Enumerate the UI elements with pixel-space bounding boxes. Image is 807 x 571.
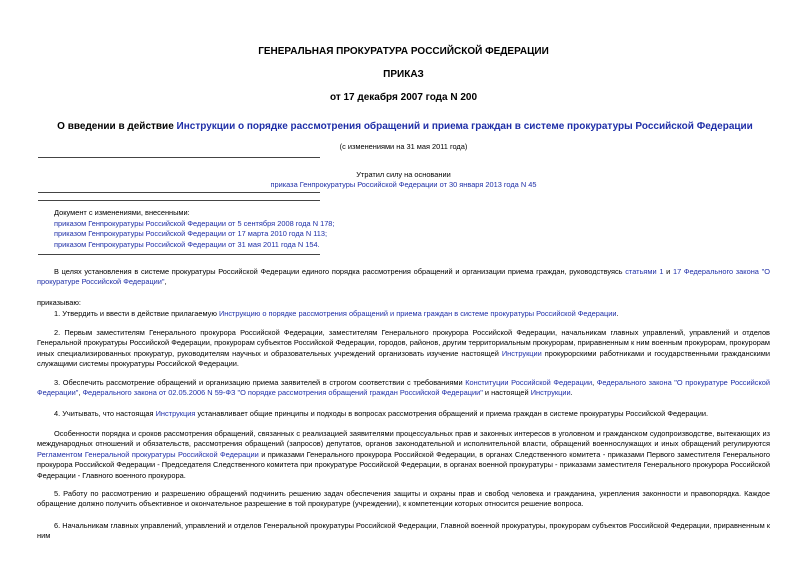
intro-text: , [164, 277, 167, 287]
org-heading: ГЕНЕРАЛЬНАЯ ПРОКУРАТУРА РОССИЙСКОЙ ФЕДЕРАЦИИ [258, 46, 549, 57]
paragraph-text: , [592, 378, 597, 387]
intro-paragraph [37, 267, 770, 288]
instruction-link[interactable]: Инструкцию о порядке рассмотрения обращений и приема граждан в системе прокуратуры Российской Федерации [218, 309, 617, 318]
paragraph-3 [37, 378, 770, 399]
doc-type-heading: ПРИКАЗ [383, 69, 424, 80]
intro-text: и [663, 267, 673, 276]
paragraph-text: и приказами Генерального прокурора Российской Федерации, в органах Следственного комитета - приказами Первого заместителя Генерального прокурора Российской Федерации - Председателя Следственного комитета при прокуратуре Российской Федерации, в органах военной прокуратуры - приказами заместителя Генерального прокурора Российской Федерации - Главного военного прокурора. [37, 449, 770, 480]
amendment-link[interactable]: приказом Генпрокуратуры Российской Федерации от 31 мая 2011 года N 154. [54, 239, 320, 249]
paragraph-text: Особенности порядка и сроков рассмотрения обращений, связанных с реализацией заявителями процессуальных прав и законных интересов в уголовном и гражданском судопроизводстве, вытекающих из международных отношений и обязательств, рассмотрения обращений (запросов) депутатов, органов законодательной и исполнительной власти, обращений военнослужащих и иных обращений регулируются [37, 429, 770, 449]
divider [38, 192, 320, 193]
lost-force-link[interactable]: приказа Генпрокуратуры Российской Федерации от 30 января 2013 года N 45 [270, 180, 537, 189]
divider [38, 200, 320, 201]
paragraph-text: . [616, 309, 619, 318]
amendment-link[interactable]: приказом Генпрокуратуры Российской Федерации от 5 сентября 2008 года N 178; [54, 218, 335, 228]
article-1-link[interactable]: статьями 1 [625, 267, 664, 276]
prosecution-law-link[interactable]: Федерального закона "О прокуратуре Российской Федерации" [37, 378, 771, 398]
paragraph-7: 6. Начальникам главных управлений, управлений и отделов Генеральной прокуратуры Российской Федерации, Главной военной прокуратуры, прокурорам субъектов Российской Федерации, приравненным к ним [37, 521, 770, 541]
paragraph-text: и настоящей [482, 388, 531, 398]
paragraph-text: , [78, 388, 83, 398]
document-title [30, 121, 780, 132]
amendment-link[interactable]: приказом Генпрокуратуры Российской Федерации от 17 марта 2010 года N 113; [54, 229, 328, 239]
paragraph-text: 2. Первым заместителям Генерального прокурора Российской Федерации, заместителям Генерального прокурора Российской Федерации, начальникам главных управлений, управлений и отделов Генеральной прокуратуры Российской Федерации, прокурорам субъектов Российской Федерации, городов, районов, другим территориальным прокурорам, приравненным к ним военным прокурорам, прокурорам иных специализированных прокуратур, руководителям научных и образовательных учреждений организовать изучение настоящей [37, 328, 770, 358]
regulation-link[interactable]: Регламентом Генеральной прокуратуры Российской Федерации [37, 449, 259, 459]
amendments-label: Документ с изменениями, внесенными: [54, 208, 190, 217]
instruction-link[interactable]: Инструкция [155, 409, 196, 418]
paragraph-4 [37, 409, 770, 419]
paragraph-text: . [570, 388, 573, 398]
order-word: приказываю: [37, 298, 81, 307]
divider [38, 254, 320, 255]
paragraph-text: устанавливает общие принципы и подходы в вопросах рассмотрения обращений и приема граждан в системе прокуратуры Российской Федерации. [195, 409, 709, 418]
instruction-link[interactable]: Инструкции [530, 388, 571, 398]
instruction-link[interactable]: Инструкции [501, 348, 542, 358]
federal-law-link[interactable]: 17 Федерального закона "О прокуратуре Российской Федерации" [37, 267, 770, 287]
paragraph-text: 4. Учитывать, что настоящая [54, 409, 156, 418]
paragraph-5 [37, 429, 770, 481]
changes-note: (с изменениями на 31 мая 2011 года) [339, 142, 468, 151]
intro-text: В целях установления в системе прокуратуры Российской Федерации единого порядка рассмотрения обращений и организации приема граждан, руководствуясь [54, 267, 626, 276]
paragraph-text: прокурорскими работниками и государственными гражданскими служащими системы прокуратуры Российской Федерации. [37, 348, 770, 369]
constitution-link[interactable]: Конституции Российской Федерации [465, 378, 593, 387]
paragraph-1 [37, 309, 770, 319]
paragraph-2 [37, 328, 770, 370]
lost-force-link-row [0, 180, 807, 190]
title-prefix: О введении в действие [57, 121, 177, 132]
amendments-block [54, 208, 334, 250]
divider [38, 157, 320, 158]
paragraph-text: 3. Обеспечить рассмотрение обращений и организацию приема заявителей в строгом соответствии с требованиями [54, 378, 466, 387]
lost-force-label: Утратил силу на основании [356, 170, 451, 179]
appeals-law-link[interactable]: Федерального закона от 02.05.2006 N 59-ФЗ "О порядке рассмотрения обращений граждан Российской Федерации" [82, 388, 483, 398]
paragraph-text: 1. Утвердить и ввести в действие прилагаемую [54, 309, 219, 318]
date-number-heading: от 17 декабря 2007 года N 200 [329, 92, 478, 103]
title-instruction-link[interactable]: Инструкции о порядке рассмотрения обращений и приема граждан в системе прокуратуры Российской Федерации [176, 121, 753, 132]
paragraph-6: 5. Работу по рассмотрению и разрешению обращений подчинить решению задач обеспечения защиты и охраны прав и свобод человека и гражданина, укрепления законности и правопорядка. Каждое обращение должно получить объективное и окончательное разрешение в той прокуратуре (учреждении), к компетенции которых относится решение вопроса. [37, 489, 770, 509]
